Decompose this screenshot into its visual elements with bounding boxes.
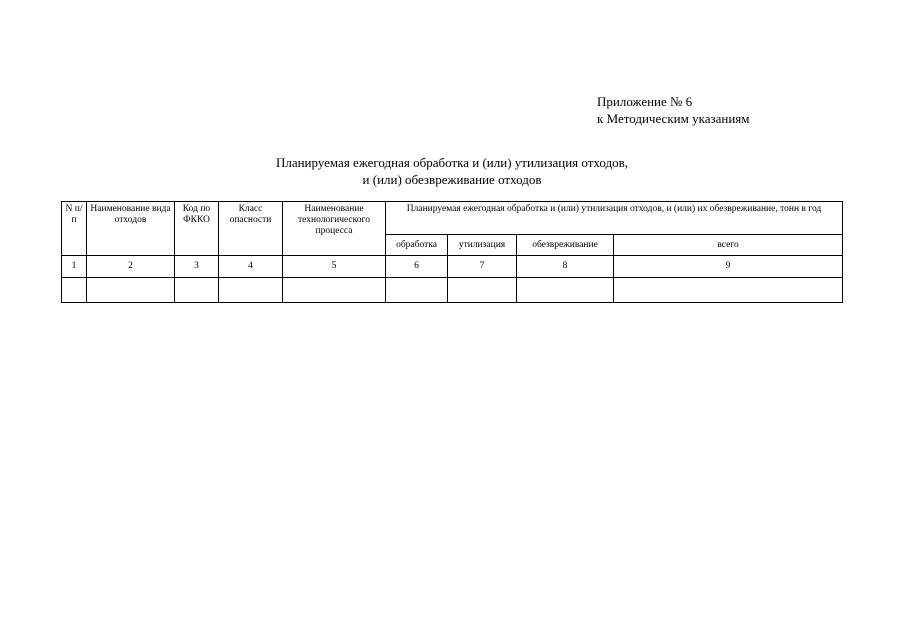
column-number: 7 xyxy=(448,256,517,278)
table-cell xyxy=(219,278,283,303)
appendix-note xyxy=(597,93,750,127)
table-cell xyxy=(448,278,517,303)
subheader-total: всего xyxy=(614,235,843,256)
table-cell xyxy=(517,278,614,303)
column-number: 1 xyxy=(62,256,87,278)
header-planned-group: Планируемая ежегодная обработка и (или) утилизация отходов, и (или) их обезвреживание, тонн в год xyxy=(386,202,843,235)
header-fkko-code: Код по ФККО xyxy=(175,202,219,256)
column-number: 8 xyxy=(517,256,614,278)
column-number: 3 xyxy=(175,256,219,278)
table-cell xyxy=(87,278,175,303)
document-title xyxy=(150,154,754,188)
subheader-utilization: утилизация xyxy=(448,235,517,256)
header-waste-name: Наименование вида отходов xyxy=(87,202,175,256)
table-cell xyxy=(62,278,87,303)
column-number: 2 xyxy=(87,256,175,278)
header-process-name: Наименование технологического процесса xyxy=(283,202,386,256)
subheader-neutralization: обезвреживание xyxy=(517,235,614,256)
column-number: 4 xyxy=(219,256,283,278)
table-cell xyxy=(386,278,448,303)
document-title-line-2: и (или) обезвреживание отходов xyxy=(362,172,542,187)
appendix-line-1: Приложение № 6 xyxy=(597,94,693,109)
subheader-processing: обработка xyxy=(386,235,448,256)
column-number: 9 xyxy=(614,256,843,278)
appendix-line-2: к Методическим указаниям xyxy=(597,111,750,126)
document-title-line-1: Планируемая ежегодная обработка и (или) утилизация отходов, xyxy=(275,155,629,170)
header-num: N п/п xyxy=(62,202,87,256)
column-number: 6 xyxy=(386,256,448,278)
table-cell xyxy=(614,278,843,303)
table-cell xyxy=(283,278,386,303)
column-number: 5 xyxy=(283,256,386,278)
table-header-row xyxy=(62,202,843,235)
column-number-row xyxy=(62,256,843,278)
table-row xyxy=(62,278,843,303)
header-hazard-class: Класс опасности xyxy=(219,202,283,256)
waste-processing-table xyxy=(61,201,843,303)
table-cell xyxy=(175,278,219,303)
